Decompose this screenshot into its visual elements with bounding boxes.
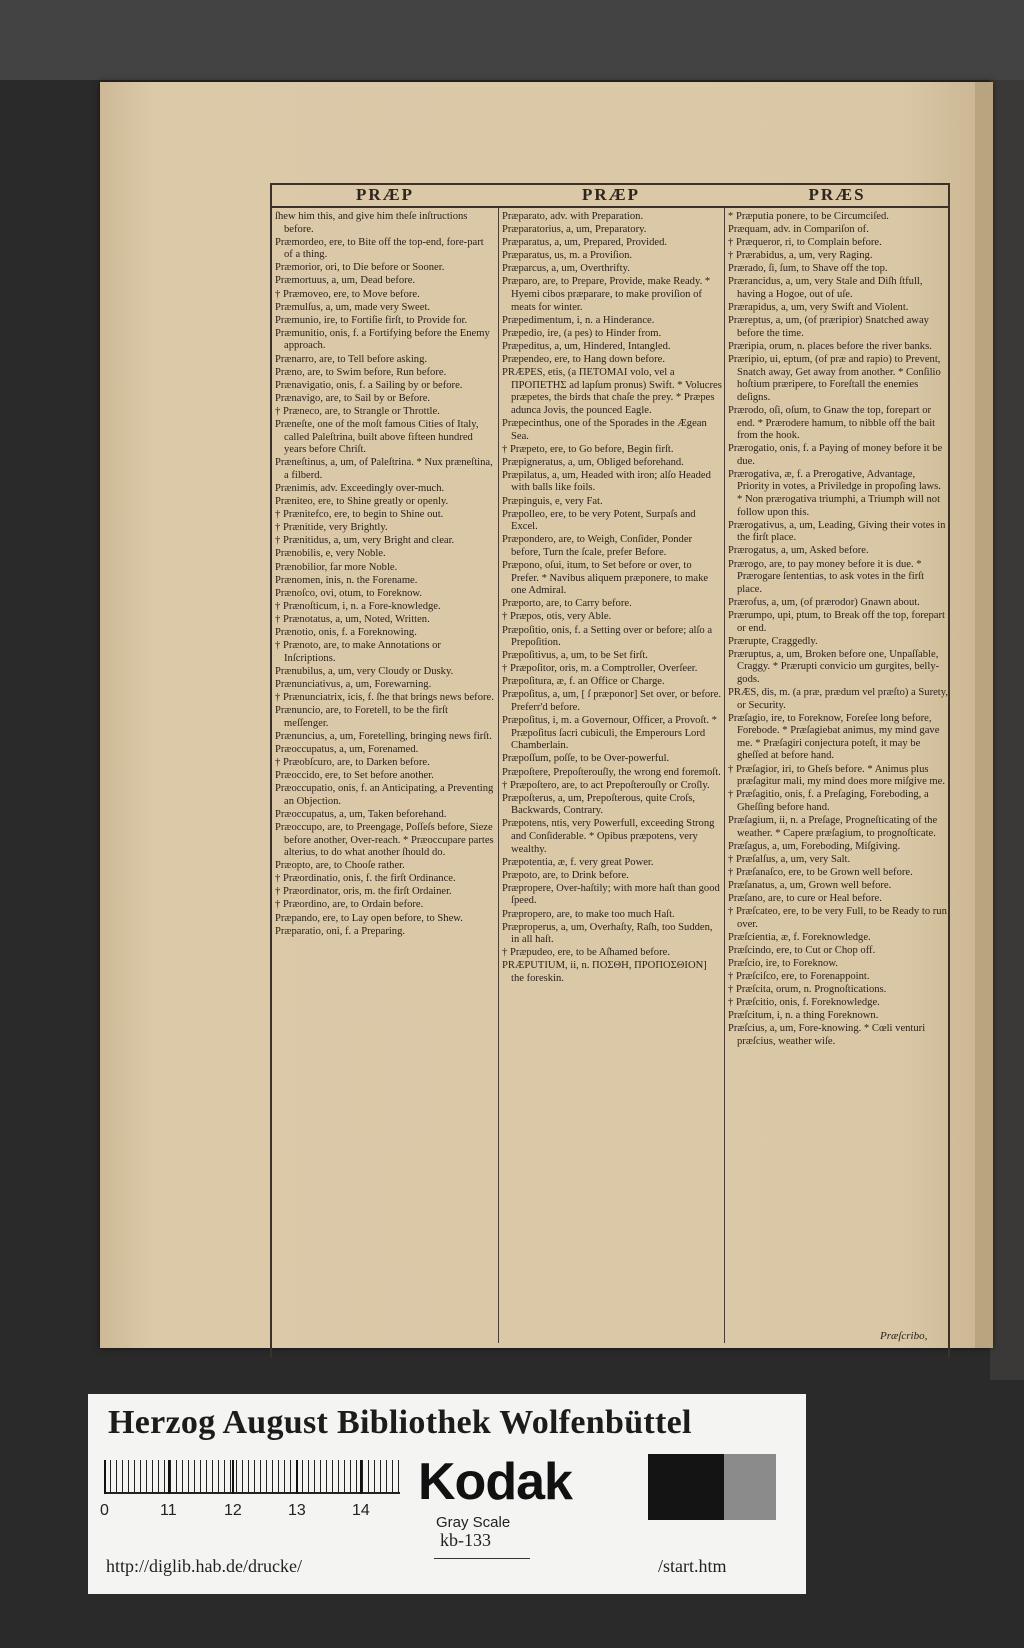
running-head-left: PRÆP	[355, 185, 415, 204]
dictionary-entry: Præpoſitio, onis, f. a Setting over or before; alſo a Prepoſition.	[502, 624, 713, 649]
scanner-background-top	[0, 0, 1024, 80]
dictionary-entry: † Prænitidus, a, um, very Bright and clear.	[275, 535, 455, 547]
dictionary-entry: Præpotentia, æ, f. very great Power.	[502, 856, 654, 868]
page-edge	[975, 82, 993, 1348]
dictionary-entry: Prænomen, inis, n. the Forename.	[275, 574, 418, 586]
dictionary-entry: Prænunciativus, a, um, Forewarning.	[275, 678, 432, 690]
dictionary-entry: Præno, are, to Swim before, Run before.	[275, 366, 447, 378]
dictionary-entry: Præpropere, Over-haſtily; with more haſt than good ſpeed.	[502, 882, 720, 907]
dictionary-entry: Præpedimentum, i, n. a Hinderance.	[502, 314, 655, 326]
dictionary-entry: Præquam, adv. in Compariſon of.	[728, 224, 869, 236]
dictionary-entry: † Præordinator, oris, m. the firſt Ordainer.	[275, 886, 452, 898]
dictionary-entry: Præpecinthus, one of the Sporades in the Ægean Sea.	[502, 418, 707, 442]
dictionary-entry: * Præputia ponere, to be Circumciſed.	[728, 211, 889, 222]
dictionary-entry: Præpendeo, ere, to Hang down before.	[502, 354, 665, 366]
dictionary-entry: Prærogo, are, to pay money before it is due. * Prærogare ſententias, to ask votes in the firſt place.	[728, 558, 925, 595]
dictionary-entry: † Prænoſticum, i, n. a Fore-knowledge.	[275, 600, 441, 612]
dictionary-column-1	[275, 211, 495, 1346]
dictionary-entry: † Prænitefco, ere, to begin to Shine out.	[275, 509, 444, 521]
dictionary-entry: Præoccupatus, a, um, Forenamed.	[275, 743, 419, 755]
dictionary-entry: Prærancidus, a, um, very Stale and Diſh ſtfull, having a Hogoe, out of uſe.	[728, 276, 923, 301]
dictionary-entry: Prænobilis, e, very Noble.	[275, 548, 386, 560]
dictionary-entry: † Præpoſtero, are, to act Prepoſterouſly or Croſly.	[502, 779, 710, 791]
dictionary-entry: Præpropero, are, to make too much Haſt.	[502, 908, 675, 920]
dictionary-entry: † Præſcita, orum, n. Prognoſtications.	[728, 984, 887, 996]
dictionary-entry: Præpilatus, a, um, Headed with iron; alſo Headed with balls like foils.	[502, 469, 711, 494]
dictionary-entry: Præruptus, a, um, Broken before one, Unpaſſable, Craggy. * Prærupti convicio um gurgites, belly-gods.	[728, 648, 940, 685]
dictionary-entry: † Præqueror, ri, to Complain before.	[728, 237, 882, 249]
dictionary-entry: Præproperus, a, um, Overhaſty, Raſh, too Sudden, in all haſt.	[502, 921, 713, 946]
ruler-mark	[360, 1460, 362, 1494]
scanner-background-right	[990, 80, 1024, 1380]
dictionary-entry: Præneſtinus, a, um, of Paleſtrina. * Nux præneſtina, a filberd.	[275, 457, 493, 481]
dictionary-entry: † Præordino, are, to Ordain before.	[275, 899, 424, 911]
dictionary-entry: Præmunitio, onis, f. a Fortifying before the Enemy approach.	[275, 327, 490, 352]
dictionary-entry: Prænimis, adv. Exceedingly over-much.	[275, 482, 445, 494]
dictionary-entry: Præſcindo, ere, to Cut or Chop off.	[728, 944, 876, 956]
dictionary-entry: † Prænotatus, a, um, Noted, Written.	[275, 613, 430, 625]
dictionary-entry: Prænotio, onis, f. a Foreknowing.	[275, 627, 417, 638]
dictionary-entry: Præparato, adv. with Preparation.	[502, 211, 644, 222]
dictionary-entry: Prænarro, are, to Tell before asking.	[275, 353, 428, 365]
dictionary-entry: Prærofus, a, um, (of prærodor) Gnawn about.	[728, 596, 920, 608]
ruler-mark	[296, 1460, 298, 1494]
dictionary-entry: † Præordinatio, onis, f. the firſt Ordinance.	[275, 873, 456, 885]
dictionary-entry: † Præpeto, ere, to Go before, Begin firſt.	[502, 443, 674, 455]
dictionary-entry: † Prænoto, are, to make Annotations or Inſcriptions.	[275, 640, 441, 664]
dictionary-entry: Præniteo, ere, to Shine greatly or openly.	[275, 496, 449, 508]
dictionary-entry: Prærupte, Craggedly.	[728, 635, 818, 647]
dictionary-entry: Præripia, orum, n. places before the river banks.	[728, 340, 932, 352]
gray-swatch-black	[648, 1454, 724, 1520]
dictionary-entry: † Præpoſitor, oris, m. a Comptroller, Overſeer.	[502, 663, 698, 675]
dictionary-entry: Præmordeo, ere, to Bite off the top-end, fore-part of a thing.	[275, 236, 484, 261]
dictionary-entry: Prærumpo, upi, ptum, to Break off the top, forepart or end.	[728, 609, 945, 634]
ruler-mark	[232, 1460, 234, 1494]
dictionary-entry: † Præſcateo, ere, to be very Full, to be Ready to run over.	[728, 906, 947, 930]
dictionary-entry: Præſano, are, to cure or Heal before.	[728, 892, 882, 904]
column-divider	[498, 208, 499, 1343]
gray-swatch-mid	[724, 1454, 776, 1520]
dictionary-entry: Præneſte, one of the moſt famous Cities of Italy, called Paleſtrina, built above fifteen hundred years before Chriſt.	[275, 419, 479, 456]
dictionary-entry: Prænuncius, a, um, Foretelling, bringing news firſt.	[275, 730, 492, 742]
measurement-ruler	[104, 1460, 400, 1494]
dictionary-entry: † Præſagitio, onis, f. a Preſaging, Foreboding, a Gheſſing before hand.	[728, 789, 929, 813]
dictionary-entry: Præſanatus, a, um, Grown well before.	[728, 879, 892, 891]
call-number-rule	[434, 1558, 530, 1559]
ruler-number: 12	[224, 1502, 242, 1519]
dictionary-entry: Præparcus, a, um, Overthrifty.	[502, 263, 630, 275]
ruler-number: 11	[160, 1502, 177, 1519]
dictionary-entry: PRÆPUTIUM, ii, n. ΠΟΣΘΗ, ΠΡΟΠΟΣΘΙΟΝ] the foreskin.	[502, 960, 707, 985]
dictionary-entry: Præparatus, a, um, Prepared, Provided.	[502, 237, 668, 249]
dictionary-entry: Præpondero, are, to Weigh, Conſider, Ponder before, Turn the ſcale, prefer Before.	[502, 534, 693, 558]
dictionary-entry: Prærogativa, æ, f. a Prerogative, Advantage, Priority in votes, a Priviledge in propoſing laws. * Non prærogativa triumphi, a Triumph will not follow upon this.	[728, 468, 941, 518]
dictionary-entry: Præpoſtere, Prepoſterouſly, the wrong end foremoſt.	[502, 766, 721, 778]
dictionary-entry: Præſcientia, æ, f. Foreknowledge.	[728, 931, 871, 943]
dictionary-entry: Præpoſterus, a, um, Prepoſterous, quite Croſs, Backwards, Contrary.	[502, 792, 696, 817]
dictionary-entry: † Prærabidus, a, um, very Raging.	[728, 250, 873, 262]
dictionary-entry: Præparo, are, to Prepare, Provide, make Ready. * Hyemi cibos præparare, to make proviſion of meats for winter.	[502, 276, 711, 313]
dictionary-column-3	[728, 211, 948, 1346]
dictionary-entry: Præoccupo, are, to Preengage, Poſſeſs before, Sieze before another, Over-reach. * Præoccupare partes alterius, to do what another ſhould do.	[275, 821, 494, 859]
dictionary-entry: Præpoſitus, a, um, [ ſ præponor] Set over, or before. Preferr'd before.	[502, 689, 722, 714]
dictionary-entry: Præparatorius, a, um, Preparatory.	[502, 224, 647, 236]
gray-scale-label: Gray Scale	[436, 1514, 511, 1531]
dictionary-entry: † Præpos, otis, very Able.	[502, 611, 612, 623]
dictionary-entry: Præſcitum, i, n. a thing Foreknown.	[728, 1010, 879, 1022]
dictionary-entry: † Prænitide, very Brightly.	[275, 522, 388, 534]
dictionary-entry: Prænavigo, are, to Sail by or Before.	[275, 392, 431, 404]
dictionary-entry: Præpotens, ntis, very Powerfull, exceeding Strong and Conſiderable. * Opibus præpotens, very wealthy.	[502, 818, 715, 855]
dictionary-entry: Præreptus, a, um, (of præripior) Snatched away before the time.	[728, 315, 929, 339]
dictionary-entry: Præſcius, a, um, Fore-knowing. * Cœli venturi præſcius, weather wiſe.	[728, 1023, 926, 1047]
dictionary-entry: † Præſcitio, onis, f. Foreknowledge.	[728, 997, 880, 1009]
dictionary-entry: PRÆPES, etis, (a ΠΕΤΟΜΑΙ volo, vel a ΠΡΟΠΕΤΗΣ ad lapſum pronus) Swift. * Volucres præpetes, the birds that chaſe the prey. * Præpes adunca Jovis, the pounced Eagle.	[502, 367, 722, 416]
dictionary-entry: Præmunio, ire, to Fortiſie firſt, to Provide for.	[275, 314, 468, 326]
running-head-center: PRÆP	[581, 185, 641, 204]
dictionary-entry: ſhew him this, and give him theſe inſtructions before.	[275, 211, 468, 235]
dictionary-entry: Prærogatus, a, um, Asked before.	[728, 545, 869, 557]
dictionary-entry: Prærodo, oſi, oſum, to Gnaw the top, forepart or end. * Prærodere hamum, to nibble off the bait from the hook.	[728, 404, 936, 442]
column-divider	[724, 208, 725, 1343]
dictionary-entry: Præparatio, oni, f. a Preparing.	[275, 925, 406, 937]
dictionary-entry: Præpedio, ire, (a pes) to Hinder from.	[502, 327, 662, 339]
dictionary-entry: Præparatus, us, m. a Proviſion.	[502, 250, 633, 262]
dictionary-entry: Præripio, ui, eptum, (of præ and rapio) to Prevent, Snatch away, Get away from another. * Conſilio hoſtium præripere, to Foreſtall the enemies deſigns.	[728, 354, 941, 403]
dictionary-entry: Præſcio, ire, to Foreknow.	[728, 957, 838, 969]
kodak-logo: Kodak	[418, 1453, 572, 1511]
dictionary-entry: Præpando, ere, to Lay open before, to Shew.	[275, 912, 463, 924]
dictionary-entry: Præporto, are, to Carry before.	[502, 598, 632, 610]
dictionary-entry: Præpolleo, ere, to be very Potent, Surpaſs and Excel.	[502, 508, 696, 533]
ruler-mark	[104, 1460, 106, 1494]
dictionary-column-2	[502, 211, 722, 1346]
dictionary-entry: Præpono, oſui, itum, to Set before or over, to Prefer. * Navibus aliquem præponere, to make one Admiral.	[502, 560, 709, 597]
dictionary-entry: † Præmoveo, ere, to Move before.	[275, 288, 420, 300]
dictionary-entry: Præpigneratus, a, um, Obliged beforehand.	[502, 456, 684, 468]
dictionary-entry: Præpoſitivus, a, um, to be Set firſt.	[502, 650, 648, 662]
dictionary-entry: Præſagio, ire, to Foreknow, Foreſee long before, Forebode. * Præſagiebat animus, my mind gave me. * Præſagiri conjectura poteſt, it may be gheſſed at before hand.	[728, 712, 940, 762]
dictionary-entry: Prærogativus, a, um, Leading, Giving their votes in the firſt place.	[728, 519, 946, 544]
dictionary-entry: † Præſagior, iri, to Gheſs before. * Animus plus præſagitur mali, my mind does more miſgive me.	[728, 763, 946, 788]
dictionary-entry: Præmorior, ori, to Die before or Sooner.	[275, 262, 445, 274]
ruler-number: 13	[288, 1502, 306, 1519]
dictionary-entry: Præpoſitura, æ, f. an Office or Charge.	[502, 676, 665, 688]
source-url-left[interactable]: http://diglib.hab.de/drucke/	[106, 1556, 302, 1576]
dictionary-entry: PRÆS, dis, m. (a præ, prædum vel præſto) a Surety, or Security.	[728, 686, 948, 711]
dictionary-entry: † Præſanaſco, ere, to be Grown well before.	[728, 866, 913, 878]
dictionary-entry: † Præſalſus, a, um, very Salt.	[728, 853, 851, 865]
dictionary-entry: Præpoſitus, i, m. a Governour, Officer, a Provoſt. * Præpoſitus ſacri cubiculi, the Emperours Lord Chamberlain.	[502, 715, 717, 752]
dictionary-entry: Præmulſus, a, um, made very Sweet.	[275, 301, 431, 313]
dictionary-entry: Prærado, ſi, ſum, to Shave off the top.	[728, 263, 888, 275]
dictionary-entry: Præpoſſum, poſſe, to be Over-powerful.	[502, 753, 670, 765]
dictionary-entry: Præoccido, ere, to Set before another.	[275, 770, 434, 782]
dictionary-entry: Præoccupatio, onis, f. an Anticipating, a Preventing an Objection.	[275, 783, 494, 807]
dictionary-entry: Præmortuus, a, um, Dead before.	[275, 275, 416, 287]
dictionary-entry: Prænubilus, a, um, very Cloudy or Dusky.	[275, 665, 454, 677]
call-number: kb-133	[440, 1530, 491, 1550]
running-head-right: PRÆS	[808, 185, 866, 204]
header-rule	[270, 206, 950, 208]
dictionary-entry: Præoccupatus, a, um, Taken beforehand.	[275, 808, 447, 820]
ruler-number: 14	[352, 1502, 370, 1519]
dictionary-entry: Præſagus, a, um, Foreboding, Miſgiving.	[728, 840, 901, 852]
ruler-number: 0	[100, 1502, 109, 1519]
dictionary-entry: Præopto, are, to Chooſe rather.	[275, 860, 405, 872]
dictionary-entry: † Præneco, are, to Strangle or Throttle.	[275, 405, 440, 417]
dictionary-entry: Prærapidus, a, um, very Swift and Violent.	[728, 302, 909, 314]
dictionary-entry: Præpoto, are, to Drink before.	[502, 869, 629, 881]
dictionary-entry: † Præſciſco, ere, to Forenappoint.	[728, 971, 870, 983]
dictionary-entry: Prænuncio, are, to Foretell, to be the firſt meſſenger.	[275, 705, 448, 729]
dictionary-entry: Præſagium, ii, n. a Preſage, Progneſticating of the weather. * Capere præſagium, to prognoſticate.	[728, 814, 938, 839]
dictionary-entry: Prænavigatio, onis, f. a Sailing by or before.	[275, 379, 463, 391]
ruler-mark	[168, 1460, 170, 1494]
source-url-right[interactable]: /start.htm	[658, 1556, 727, 1576]
dictionary-entry: Præpeditus, a, um, Hindered, Intangled.	[502, 340, 671, 352]
dictionary-entry: † Prænunciatrix, icis, f. ſhe that brings news before.	[275, 691, 494, 703]
dictionary-entry: Prænoſco, ovi, otum, to Foreknow.	[275, 587, 423, 599]
catchword: Præſcribo,	[880, 1330, 928, 1342]
dictionary-entry: Prærogatio, onis, f. a Paying of money before it be due.	[728, 443, 943, 467]
calibration-card	[88, 1394, 806, 1594]
dictionary-entry: Prænobilior, far more Noble.	[275, 561, 398, 573]
dictionary-entry: † Præpudeo, ere, to be Aſhamed before.	[502, 947, 670, 959]
dictionary-entry: Præpinguis, e, very Fat.	[502, 495, 603, 507]
library-title: Herzog August Bibliothek Wolfenbüttel	[108, 1404, 692, 1441]
dictionary-entry: † Præobſcuro, are, to Darken before.	[275, 756, 430, 768]
